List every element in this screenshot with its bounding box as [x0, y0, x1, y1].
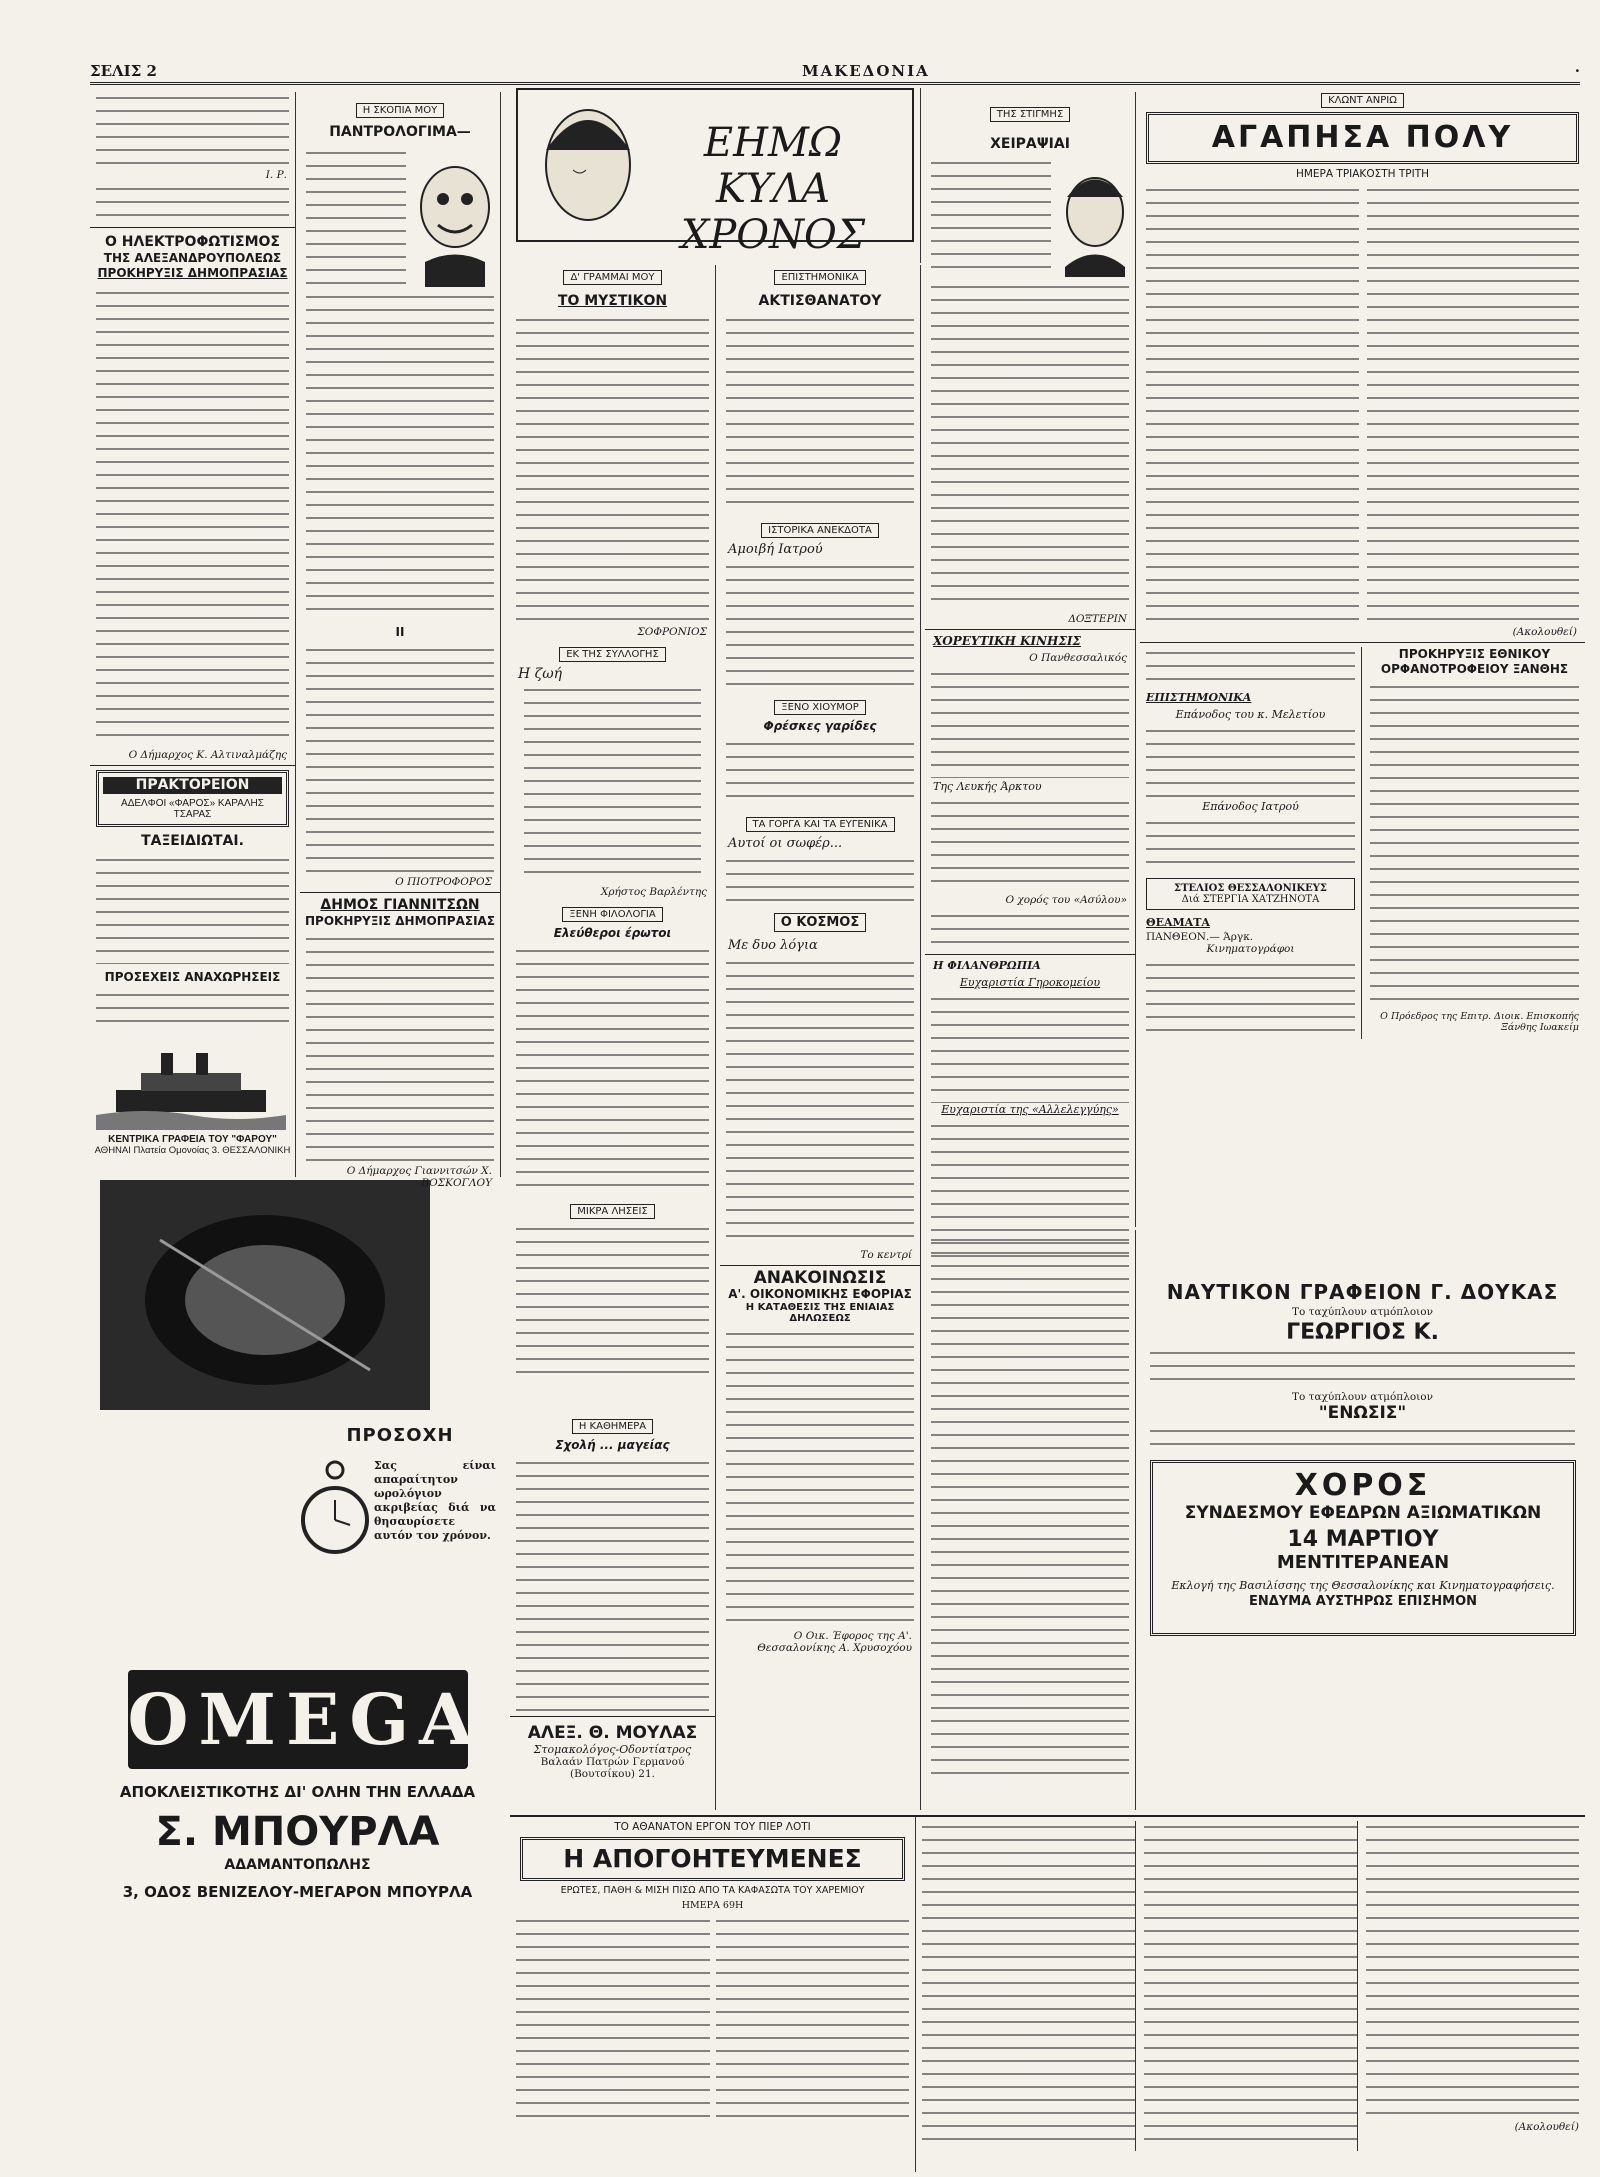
serial-section — [510, 1815, 1585, 2172]
shipping-sub: Το ταχύπλουν ατμόπλοιον — [1291, 1306, 1434, 1318]
signature: Ο Δήμαρχος Γιαννιτσών Χ. ΒΟΣΚΟΓΛΟΥ — [346, 1165, 492, 1189]
headline: ΑΚΤΙΣΘΑΝΑΤΟΥ — [758, 293, 882, 309]
section-tag: ΕΚ ΤΗΣ ΣΥΛΛΟΓΗΣ — [559, 647, 666, 662]
article-text — [1150, 1347, 1575, 1387]
article-text — [306, 147, 406, 287]
banner-block — [516, 88, 914, 258]
theatre-line: ΠΑΝΘΕΟΝ.— Άργκ. — [1146, 931, 1254, 943]
orphanage-title-2: ΟΡΦΑΝΟΤΡΟΦΕΙΟΥ ΞΑΝΘΗΣ — [1380, 662, 1569, 676]
agency-ad — [96, 770, 289, 827]
article-text — [1146, 959, 1355, 1039]
dance-line-2: 14 ΜΑΡΤΙΟΥ — [1287, 1527, 1439, 1552]
watch-ad — [300, 1415, 500, 1665]
omega-logo: OMEGA — [128, 1670, 468, 1769]
headline: ΑΓΑΠΗΣΑ ΠΟΛΥ — [1211, 120, 1514, 155]
article-text — [306, 291, 494, 621]
article-text — [931, 993, 1129, 1103]
ad-role: Στομακολόγος-Οδοντίατρος — [533, 1743, 692, 1756]
article-text — [931, 797, 1129, 892]
article-text — [306, 933, 494, 1163]
article-text — [1146, 184, 1359, 624]
card-line: Διά ΣΤΕΡΓΙΑ ΧΑΤΖΗΝΟΤΑ — [1181, 894, 1320, 905]
ship-caption: ΚΕΝΤΡΙΚΑ ΓΡΑΦΕΙΑ ΤΟΥ "ΦΑΡΟΥ" — [108, 1134, 277, 1145]
headline: ΠΑΝΤΡΟΛΟΓΙΜΑ— — [329, 124, 471, 140]
serial-column-1 — [510, 1817, 916, 2172]
theatre-line-2: Κινηματογράφοι — [1206, 943, 1295, 955]
announcement-subtitle-2: Η ΚΑΤΑΘΕΣΙΣ ΤΗΣ ΕΝΙΑΙΑΣ ΔΗΛΩΣΕΩΣ — [745, 1302, 895, 1324]
caricature-illustration — [410, 147, 500, 287]
subheading: Ευχαριστία της «Αλλελεγγύης» — [941, 1103, 1119, 1116]
signature: Ο Πρόεδρος της Επιτρ. Διοικ. Επισκοπής Ξάνθης Ιωακείμ — [1380, 1011, 1579, 1033]
serial-title-box — [1146, 112, 1579, 164]
article-text — [726, 738, 914, 808]
ship-address: ΑΘΗΝΑΙ Πλατεία Ομονοίας 3. ΘΕΣΣΑΛΟΝΙΚΗ — [94, 1145, 291, 1156]
article-text — [96, 183, 289, 223]
dance-line-5: ΕΝΔΥΜΑ ΑΥΣΤΗΡΩΣ ΕΠΙΣΗΜΟΝ — [1248, 1594, 1478, 1609]
ad-line-1: ΑΠΟΚΛΕΙΣΤΙΚΟΤΗΣ ΔΙ' ΟΛΗΝ ΤΗΝ ΕΛΛΑΔΑ — [119, 1783, 476, 1801]
column-3a — [510, 265, 716, 1410]
ad-heading: ΠΡΟΣΟΧΗ — [346, 1425, 454, 1446]
article-text — [922, 1821, 1136, 2151]
subheading: Ο χορός του «Ασύλου» — [1005, 894, 1127, 906]
section-tag: ΙΣΤΟΡΙΚΑ ΑΝΕΚΔΟΤΑ — [761, 523, 879, 538]
signature: ΣΟΦΡΟΝΙΟΣ — [637, 626, 707, 638]
municipality-subtitle: ΠΡΟΚΗΡΥΞΙΣ ΔΗΜΟΠΡΑΣΙΑΣ — [304, 914, 496, 928]
ship-illustration — [96, 1035, 286, 1130]
article-text — [96, 854, 289, 964]
announcement-subtitle: Α'. ΟΙΚΟΝΟΜΙΚΗΣ ΕΦΟΡΙΑΣ — [728, 1287, 912, 1301]
article-text — [516, 1457, 709, 1712]
serial-kicker: ΤΟ ΑΘΑΝΑΤΟΝ ΕΡΓΟΝ ΤΟΥ ΠΙΕΡ ΛΟΤΙ — [614, 1821, 811, 1833]
orphanage-title: ΠΡΟΚΗΡΥΞΙΣ ΕΘΝΙΚΟΥ — [1398, 647, 1551, 661]
column-1 — [90, 92, 296, 1177]
section-tag: ΜΙΚΡΑ ΛΗΣΕΙΣ — [570, 1204, 654, 1219]
headline: Φρέσκες γαρίδες — [763, 719, 877, 733]
serial-title: Η ΑΠΟΓΟΗΤΕΥΜΕΝΕΣ — [563, 1844, 862, 1873]
headline: Ο ΗΛΕΚΤΡΟΦΩΤΙΣΜΟΣ — [105, 234, 280, 250]
banner-title: ΕΗΜΩ ΚΥΛΑ ΧΡΟΝΟΣ — [680, 120, 866, 258]
column-5b — [925, 1230, 1136, 1810]
subheading: Ο Πανθεσσαλικός — [1029, 652, 1127, 664]
section-heading: ΧΟΡΕΥΤΙΚΗ ΚΙΝΗΣΙΣ — [933, 634, 1081, 648]
serial-subtitle: ΕΡΩΤΕΣ, ΠΑΘΗ & ΜΙΣΗ ΠΙΣΩ ΑΠΟ ΤΑ ΚΑΦΑΣΩΤΑ ΤΟΥ ΧΑΡΕΜΙΟΥ — [560, 1885, 865, 1896]
dance-line-1: ΣΥΝΔΕΣΜΟΥ ΕΦΕΔΡΩΝ ΑΞΙΩΜΑΤΙΚΩΝ — [1184, 1503, 1542, 1523]
article-text — [1150, 1425, 1575, 1453]
column-3 — [510, 88, 921, 263]
article-text — [1366, 1821, 1579, 2121]
headline-2: ΤΗΣ ΑΛΕΞΑΝΔΡΟΥΠΟΛΕΩΣ — [103, 251, 282, 265]
section-tag: Η ΣΚΟΠΙΑ ΜΟΥ — [356, 103, 445, 118]
article-text — [306, 644, 494, 874]
watch-illustration — [100, 1180, 430, 1410]
ad-line-4: 3, ΟΔΟΣ ΒΕΝΙΖΕΛΟΥ-ΜΕΓΑΡΟΝ ΜΠΟΥΡΛΑ — [122, 1883, 473, 1901]
article-text — [96, 287, 289, 747]
subheading: ΗΜΕΡΑ ΤΡΙΑΚΟΣΤΗ ΤΡΙΤΗ — [1295, 168, 1430, 180]
serial-last-column — [1366, 1821, 1579, 2172]
dance-ad — [1150, 1460, 1576, 1636]
headline: ΤΟ ΜΥΣΤΙΚΟΝ — [557, 293, 668, 309]
signature: Ι. Ρ. — [265, 169, 287, 181]
column-2: Η ΣΚΟΠΙΑ ΜΟΥ ΠΑΝΤΡΟΛΟΓΙΜΑ— ΙΙ Ο ΠΙΟΤΡΟΦΟΡΟΣ ΔΗΜΟΣ ΓΙΑΝΝΙΤΣΩΝ ΠΡΟΚΗΡΥΞΙΣ ΔΗΜΟΠΡΑΣΙΑΣ Ο Δήμαρχος Γιαννιτσών Χ. ΒΟΣΚΟΓΛΟΥ — [300, 92, 501, 1177]
article-text — [726, 1328, 914, 1628]
ad-line-3: ΑΔΑΜΑΝΤΟΠΩΛΗΣ — [224, 1857, 371, 1873]
section-tag: Δ' ΓΡΑΜΜΑΙ ΜΟΥ — [563, 270, 661, 285]
article-text — [726, 561, 914, 691]
card-name: ΣΤΕΛΙΟΣ ΘΕΣΣΑΛΟΝΙΚΕΥΣ — [1174, 883, 1327, 894]
column-6 — [1140, 88, 1585, 1268]
follow-note: (Ακολουθεί) — [1512, 626, 1577, 638]
departures-heading: ΠΡΟΣΕΧΕΙΣ ΑΝΑΧΩΡΗΣΕΙΣ — [104, 970, 281, 984]
shipping-title: ΝΑΥΤΙΚΟΝ ΓΡΑΦΕΙΟΝ Γ. ΔΟΥΚΑΣ — [1166, 1280, 1559, 1304]
signature: ΔΟΞΤΕΡΙΝ — [1068, 613, 1127, 625]
subheading: Της Λευκής Άρκτου — [933, 780, 1042, 793]
man-portrait-illustration — [1055, 157, 1135, 277]
signature: Χρήστος Βαρλέντης — [600, 886, 707, 898]
signature: Ο ΠΙΟΤΡΟΦΟΡΟΣ — [395, 876, 492, 888]
section-tag: ΞΕΝΗ ΦΙΛΟΛΟΓΙΑ — [562, 907, 662, 922]
section-tag: ΕΠΙΣΤΗΜΟΝΙΚΑ — [774, 270, 865, 285]
section-tag: ΤΑ ΓΟΡΓΑ ΚΑΙ ΤΑ ΕΥΓΕΝΙΚΑ — [746, 817, 895, 832]
article-text — [931, 910, 1129, 950]
article-text — [1146, 725, 1355, 800]
subheading: Επάνοδος Ιατρού — [1202, 800, 1299, 813]
section-tag: Η ΚΑΘΗΜΕΡΑ — [572, 1419, 653, 1434]
headline: Με δυο λόγια — [728, 938, 818, 953]
masthead-right: · — [1574, 62, 1580, 80]
column-3b — [510, 1410, 716, 1810]
article-text — [931, 668, 1129, 778]
ad-line-2: Σ. ΜΠΟΥΡΛΑ — [155, 1809, 440, 1855]
serial-columns — [916, 1817, 1585, 2172]
subheading: Ευχαριστία Γηροκομείου — [959, 976, 1101, 989]
section-heading: ΕΠΙΣΤΗΜΟΝΙΚΑ — [1146, 691, 1252, 704]
watch-icon — [100, 1180, 430, 1410]
section-heading: Η ΦΙΛΑΝΘΡΩΠΙΑ — [933, 959, 1041, 972]
doctor-card — [1146, 878, 1355, 910]
subheading: Επάνοδος του κ. Μελετίου — [1175, 708, 1326, 721]
article-text — [726, 855, 914, 905]
article-text — [516, 1915, 710, 2125]
signature: Το κεντρί — [860, 1249, 912, 1261]
article-text — [96, 989, 289, 1029]
article-text — [931, 281, 1129, 611]
ship-name: ΓΕΩΡΓΙΟΣ Κ. — [1286, 1320, 1439, 1345]
dance-line-3: ΜΕΝΤΙΤΕΡΑΝΕΑΝ — [1276, 1552, 1450, 1573]
newspaper-title: ΜΑΚΕΔΟΝΙΑ — [801, 62, 930, 80]
travelers-heading: ΤΑΞΕΙΔΙΩΤΑΙ. — [141, 833, 244, 849]
theatre-heading: ΘΕΑΜΑΤΑ — [1146, 916, 1210, 929]
article-text — [1367, 184, 1580, 624]
article-text — [726, 957, 914, 1247]
follow-note: (Ακολουθεί) — [1514, 2121, 1579, 2133]
ad-name: ΑΛΕΞ. Θ. ΜΟΥΛΑΣ — [527, 1723, 698, 1743]
article-text — [516, 314, 709, 624]
orphanage-column — [1370, 647, 1579, 1039]
ad-address: Βαλαάν Πατρών Γερμανού (Βουτσίκου) 21. — [540, 1756, 685, 1780]
masthead — [90, 60, 1580, 85]
signature: Ο Δήμαρχος Κ. Αλτιναλμάζης — [128, 749, 287, 761]
municipality-title: ΔΗΜΟΣ ΓΙΑΝΝΙΤΣΩΝ — [320, 897, 480, 913]
headline: Αμοιβή Ιατρού — [728, 542, 823, 557]
section-tag: ΞΕΝΟ ΧΙΟΥΜΟΡ — [774, 700, 865, 715]
poem-title: Η ζωή — [518, 666, 563, 682]
article-text — [716, 1915, 910, 2125]
page-number: ΣΕΛΙΣ 2 — [90, 62, 157, 80]
shipping-ad — [1140, 1280, 1585, 1450]
column-5 — [925, 92, 1136, 1227]
ad-text: ΑΔΕΛΦΟΙ «ΦΑΡΟΣ» ΚΑΡΑΛΗΣ ΤΣΑΡΑΣ — [121, 798, 264, 820]
signature: Ο Οικ. Έφορος της Α'. Θεσσαλονίκης Α. Χρυσοχόου — [757, 1630, 912, 1654]
article-text — [1370, 681, 1579, 1011]
headline: ΧΕΙΡΑΨΙΑΙ — [990, 136, 1070, 152]
pocket-watch-icon — [300, 1455, 370, 1565]
serial-day: ΗΜΕΡΑ 69Η — [681, 1900, 744, 1911]
announcement-title: ΑΝΑΚΟΙΝΩΣΙΣ — [753, 1268, 887, 1288]
dance-title: ΧΟΡΟΣ — [1294, 1468, 1432, 1503]
headline: Ελεύθεροι έρωτοι — [553, 926, 672, 940]
shipping-sub-2: Το ταχύπλουν ατμόπλοιον — [1291, 1391, 1434, 1403]
headline: Αυτοί οι σωφέρ... — [728, 836, 843, 851]
article-text — [516, 1223, 709, 1383]
ad-title: ΠΡΑΚΤΟΡΕΙΟΝ — [103, 777, 282, 794]
column-4 — [720, 265, 921, 1810]
article-text — [1144, 1821, 1358, 2151]
subheadline: ΠΡΟΚΗΡΥΞΙΣ ΔΗΜΟΠΡΑΣΙΑΣ — [97, 266, 288, 280]
science-column — [1146, 647, 1362, 1039]
article-text — [96, 92, 289, 167]
ad-text: Σας είναι απαραίτητον ωρολόγιον ακριβείας διά να θησαυρίσετε αυτόν τον χρόνον. — [374, 1459, 496, 1542]
omega-ad — [95, 1670, 500, 1980]
dance-line-4: Εκλογή της Βασιλίσσης της Θεσσαλονίκης και Κινηματογραφήσεις. — [1171, 1579, 1555, 1592]
article-text — [931, 157, 1051, 277]
section-tag: Ο ΚΟΣΜΟΣ — [774, 913, 866, 932]
article-text — [1146, 647, 1355, 687]
author-tag: ΚΛΩΝΤ ΑΝΡΙΩ — [1321, 93, 1404, 108]
section-tag: ΤΗΣ ΣΤΙΓΜΗΣ — [990, 107, 1071, 122]
poem-text — [524, 684, 701, 884]
article-text — [726, 314, 914, 514]
ship-name-2: "ΕΝΩΣΙΣ" — [1318, 1403, 1407, 1423]
article-text — [516, 945, 709, 1195]
headline: Σχολή ... μαγείας — [555, 1438, 670, 1452]
article-text — [1146, 817, 1355, 872]
serial-title-box — [520, 1837, 905, 1881]
article-text — [931, 1234, 1129, 1779]
